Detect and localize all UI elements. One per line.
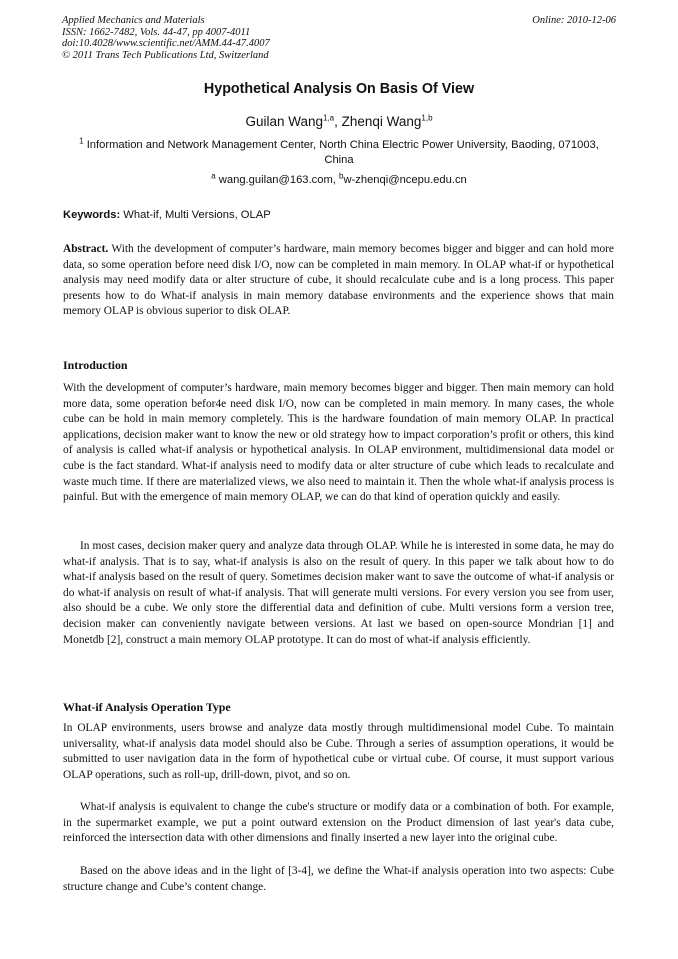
email-superscript: a <box>211 171 216 181</box>
email-a: wang.guilan@163.com, <box>218 174 339 186</box>
author-name: Zhenqi Wang <box>341 114 422 129</box>
keywords-text: What-if, Multi Versions, OLAP <box>120 209 271 221</box>
section-heading: Introduction <box>63 358 128 372</box>
abstract-text: With the development of computer’s hardware, main memory becomes bigger and bigger and can hold more data, so some operation before need disk I/O, now can be completed in main memory. In OLAP what-if or hypothetical analysis may need modify data or alter structure of cube, it should recalculate cube and is a long process. This paper presents how to do What-if analysis in main memory database environments and the experience shows that main memory OLAP is obvious superior to disk OLAP. <box>63 243 614 318</box>
doi-line: doi:10.4028/www.scientific.net/AMM.44-47.4007 <box>62 38 270 49</box>
author-superscript: 1,b <box>421 113 433 123</box>
journal-name: Applied Mechanics and Materials <box>62 15 205 26</box>
body-paragraph: What-if analysis is equivalent to change the cube's structure or modify data or a combination of both. For example, in the supermarket example, we put a point outward extension on the Product dimension of last year's data cube, reinforced the intersection data with other dimensions and finally inserted a new layer into the original cube. <box>63 801 614 845</box>
abstract <box>63 242 614 320</box>
journal-header <box>62 15 616 61</box>
body-paragraph: Based on the above ideas and in the light of [3-4], we define the What-if analysis operation into two aspects: Cube structure change and Cube’s content change. <box>63 865 614 893</box>
issn-line: ISSN: 1662-7482, Vols. 44-47, pp 4007-4011 <box>62 26 251 38</box>
email-line <box>62 171 616 186</box>
author-name: Guilan Wang <box>245 114 323 129</box>
section-heading: What-if Analysis Operation Type <box>63 700 231 714</box>
email-superscript: b <box>339 171 344 181</box>
keywords <box>63 209 617 221</box>
copyright-line: © 2011 Trans Tech Publications Ltd, Switzerland <box>62 49 269 61</box>
body-paragraph: In most cases, decision maker query and analyze data through OLAP. While he is interested in some data, he may do what-if analysis. That is to say, what-if analysis is also on the result of query. In this paper we talk about how to do what-if analysis based on the result of query. Sometimes decision maker want to save the outcome of what-if analysis or do what-if analysis on result of what-if analysis. That will generate multi versions. For every version you see from user, also should be a cube. We only store the differential data and definition of cube. Multi versions form a version tree, decision maker can conveniently navigate between versions. At last we based on open-source Mondrian [1] and Monetdb [2], construct a main memory OLAP prototype. It can do most of what-if analysis efficiently. <box>63 540 614 646</box>
online-date: Online: 2010-12-06 <box>532 15 616 26</box>
affiliation-text: Information and Network Management Center, North China Electric Power University, Baoding, 071003, China <box>86 139 599 166</box>
abstract-label: Abstract. <box>63 243 109 255</box>
email-b: w-zhenqi@ncepu.edu.cn <box>343 174 467 186</box>
affiliation-superscript: 1 <box>79 136 84 146</box>
paper-title: Hypothetical Analysis On Basis Of View <box>203 81 475 97</box>
author-separator: , <box>334 114 342 129</box>
body-paragraph: In OLAP environments, users browse and analyze data mostly through multidimensional model Cube. To maintain universality, what-if analysis data model should also be Cube. Through a series of assumption operations, it would be submitted to user navigation data in the form of hypothetical cube or virtual cube. Of course, it must support various OLAP operations, such as roll-up, drill-down, pivot, and so on. <box>63 722 614 781</box>
body-paragraph: With the development of computer’s hardware, main memory becomes bigger and bigger. Then main memory can hold more data, some operation befor4e need disk I/O, now can be completed in main memory. In many cases, the whole cube can be hold in main memory completely. This is the hardware foundation of main memory OLAP. In practical applications, decision maker want to know the new or old strategy how to impact corporation’s profit or others, this kind of analysis is called what-if analysis or hypothetical analysis. In OLAP environment, multidimensional data model or cube is the fact standard. What-if analysis need to modify data or alter structure of cube which leads to recalculate and waste much time. If there are materialized views, we also need to maintain it. Then the whole what-if analysis process is painful. But with the emergence of main memory OLAP, we can do that kind of operation quickly and easily. <box>63 382 614 504</box>
author-superscript: 1,a <box>322 113 335 123</box>
affiliation <box>72 138 606 167</box>
keywords-label: Keywords: <box>63 209 121 221</box>
author-line <box>62 114 616 129</box>
